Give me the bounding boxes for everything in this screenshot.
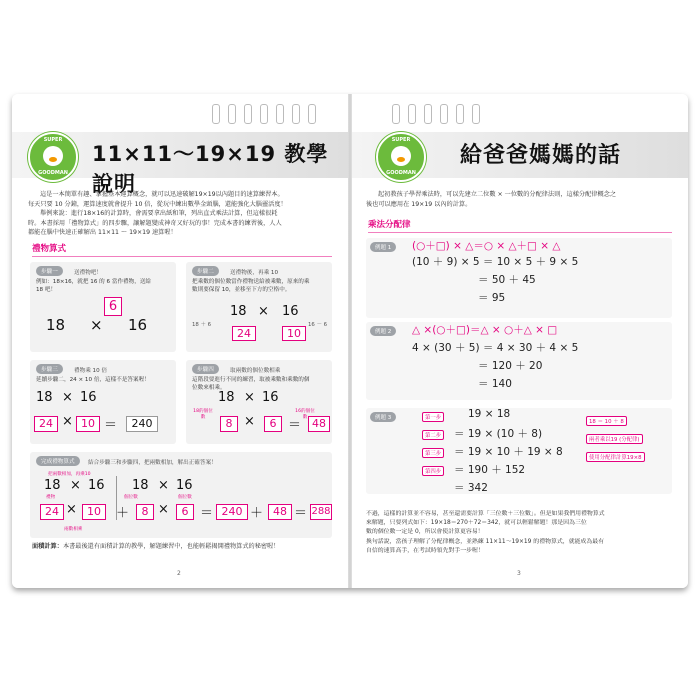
complete-note-gift: 禮物	[46, 495, 56, 500]
section-divider	[368, 232, 672, 233]
step4-a: 18	[218, 390, 235, 405]
example3-line3: ＝ 19 × 10 ＋ 19 × 8	[454, 446, 563, 458]
step4-b: 16	[262, 390, 279, 405]
complete-plus: ＋	[116, 506, 130, 521]
step4-r2: 6	[264, 416, 282, 432]
complete-note-unit2: 個位數	[178, 495, 192, 500]
step3-badge: 步驟三	[36, 364, 63, 374]
step3-r2: 10	[76, 416, 100, 432]
complete-note-unit1: 個位數	[124, 495, 138, 500]
example3-step2: 第二步	[422, 430, 444, 440]
step2-r2: 10	[282, 326, 306, 341]
step2-r1: 24	[232, 326, 256, 341]
example3-step3: 第三步	[422, 448, 444, 458]
complete-v3: 8	[136, 504, 154, 520]
page-title: 11×11～19×19 教學說明	[92, 142, 329, 196]
example1-line2: ＝ 50 ＋ 45	[478, 274, 536, 286]
page-number: 2	[177, 570, 181, 577]
example3-step1: 第一步	[422, 412, 444, 422]
complete-note-bottom: 兩數相乘	[64, 527, 83, 532]
step3-eq: ＝	[104, 418, 118, 433]
step4-note1: 18的個位數	[193, 409, 213, 420]
page-title: 給爸爸媽媽的話	[460, 143, 622, 168]
page-number: 3	[517, 570, 521, 577]
step3-a: 18	[36, 390, 53, 405]
step3-result: 240	[126, 416, 158, 432]
complete-v1: 24	[40, 504, 64, 520]
step4-text: 這階段要進行不同的練習，取被乘數和乘數的個 位數來相乘。	[192, 377, 310, 392]
example2-line3: ＝ 140	[478, 378, 512, 390]
section-divider	[32, 256, 332, 257]
complete-right-a: 18	[132, 478, 149, 493]
step4-note2: 16的個位數	[295, 409, 315, 420]
step2-op: ×	[258, 304, 269, 319]
section-title: 禮物算式	[32, 244, 67, 254]
intro-text: 起初教孩子學習乘法時，可以先建立二位數 × 一位數的分配律法則，這樣分配律概念之 後也可以應用在 19×19 以內的計算。	[366, 191, 617, 208]
step1-badge: 步驟一	[36, 266, 63, 276]
example1-line3: ＝ 95	[478, 292, 506, 304]
complete-s2: 48	[268, 504, 292, 520]
step1-title: 送禮物吧！	[74, 270, 102, 276]
step4-eq: ＝	[288, 418, 302, 433]
complete-right-op: ×	[158, 478, 169, 493]
step2-title: 送禮物後，再乘 10	[230, 270, 279, 276]
step3-b: 16	[80, 390, 97, 405]
example3-step4: 第四步	[422, 466, 444, 476]
complete-v2: 10	[82, 504, 106, 520]
step3-op: ×	[62, 390, 73, 405]
gift-box: 6	[104, 297, 122, 316]
step4-x: ×	[244, 414, 255, 429]
complete-left-b: 16	[88, 478, 105, 493]
example2-rule: △ ×(○＋□)＝△ × ○＋△ × □	[412, 324, 558, 336]
example2-badge: 例題 2	[370, 326, 396, 336]
step3-r1: 24	[34, 416, 58, 432]
section-title: 乘法分配律	[368, 220, 411, 230]
step4-r1: 8	[220, 416, 238, 432]
example1-rule: (○＋□) × △＝○ × △＋□ × △	[412, 240, 561, 252]
complete-eq2: ＝	[294, 506, 308, 521]
complete-badge: 完成禮物算式	[36, 456, 80, 466]
example2-line2: ＝ 120 ＋ 20	[478, 360, 543, 372]
example3-note2: 兩者乘以19 (分配律)	[586, 434, 643, 444]
step2-badge: 步驟二	[192, 266, 219, 276]
example1-line1: (10 ＋ 9) × 5 ＝ 10 × 5 ＋ 9 × 5	[412, 256, 579, 268]
example3-line1: 19 × 18	[468, 408, 511, 420]
example2-line1: 4 × (30 ＋ 5) ＝ 4 × 30 ＋ 4 × 5	[412, 342, 579, 354]
intro-text: 這是一本簡單有趣、掌握基本運算概念，就可以迅速破解19×19以內題目的速算練習本。 每天只要 10 分鐘，運算速度就會提升 10 倍，從玩中練出數學金頭腦，還能強化大腦靈活度！ 舉例來說：進行18×16的計算時，會需要拿出紙和筆，列出直式乘法計算，但這樣很耗 時。本書採用「禮物算式」的四步驟，讓解題變成神奇又好玩的事！完成本書的練習後，人人 都能在腦中快速正確解出 11×11 ～ 19×19 速算喔！	[28, 191, 287, 237]
step4-badge: 步驟四	[192, 364, 219, 374]
left-page	[12, 94, 348, 588]
mascot-logo-icon: SUPER GOODMAN	[28, 132, 78, 182]
step2-right-note: 16 － 6	[308, 322, 328, 328]
complete-right-b: 16	[176, 478, 193, 493]
complete-v4: 6	[176, 504, 194, 520]
complete-x1: ×	[66, 502, 77, 517]
times-sign: ×	[90, 316, 103, 334]
step2-a: 18	[230, 304, 247, 319]
right-page	[352, 94, 688, 588]
step2-left-note: 18 ＋ 6	[192, 322, 212, 328]
step1-text: 例如：18×16，就把 16 的 6 當作禮物，送給 18 吧！	[36, 279, 152, 294]
multiplicand: 18	[46, 316, 66, 334]
complete-left-op: ×	[70, 478, 81, 493]
complete-text: 結合步驟三和步驟四，把兩數相加，解出正確答案！	[88, 460, 217, 466]
closing-text: 不過，這樣的計算並不容易，甚至還需要計算「三位數＋三位數」。但是如果我們用禮物算式 來解題，只要列式如下：19×18＝270＋72＝342，就可以輕鬆解題！那是因為三位 數的個位數一定是 0，所以會使計算更容易！ 換句話說，當孩子理解了分配律概念，並熟練 11×11～19×19 的禮物算式，就能成為最有 自信的速算高手，在考試時領先對手一步喔！	[366, 511, 605, 554]
step4-title: 取兩數的個位數相乘	[230, 368, 281, 374]
complete-x2: ×	[158, 502, 169, 517]
step3-title: 禮物乘 10 倍	[74, 368, 108, 374]
step4-op: ×	[244, 390, 255, 405]
example3-line2: ＝ 19 × (10 ＋ 8)	[454, 428, 543, 440]
complete-left-a: 18	[44, 478, 61, 493]
step3-x: ×	[62, 414, 73, 429]
step4-result: 48	[308, 416, 330, 432]
footer-text: 面積計算：本書最後還有面積計算的教學，解題練習中，也能輕鬆揭開禮物算式的秘密喔！	[32, 543, 280, 550]
complete-s1: 240	[216, 504, 248, 520]
step2-text: 把乘數的個位數當作禮物送給被乘數，原來的乘 數則要保留 10，並移至下方的空格中。	[192, 279, 310, 294]
example3-note1: 18 ＝ 10 ＋ 8	[586, 416, 627, 426]
book-spread	[12, 94, 688, 588]
example3-line4: ＝ 190 ＋ 152	[454, 464, 526, 476]
complete-plus2: ＋	[250, 506, 264, 521]
multiplier: 16	[128, 316, 148, 334]
step3-text: 延續步驟二，24 × 10 倍，這樣不是答案喔！	[36, 377, 150, 383]
example3-note3: 使用分配律計算19×8	[586, 452, 645, 462]
example3-line5: ＝ 342	[454, 482, 488, 494]
complete-note-top: 把兩數相加，再乘10	[48, 472, 91, 477]
mascot-logo-icon: SUPER GOODMAN	[376, 132, 426, 182]
complete-eq1: ＝	[200, 506, 214, 521]
complete-total: 288	[310, 504, 332, 520]
example1-badge: 例題 1	[370, 242, 396, 252]
example3-badge: 例題 3	[370, 412, 396, 422]
step2-b: 16	[282, 304, 299, 319]
